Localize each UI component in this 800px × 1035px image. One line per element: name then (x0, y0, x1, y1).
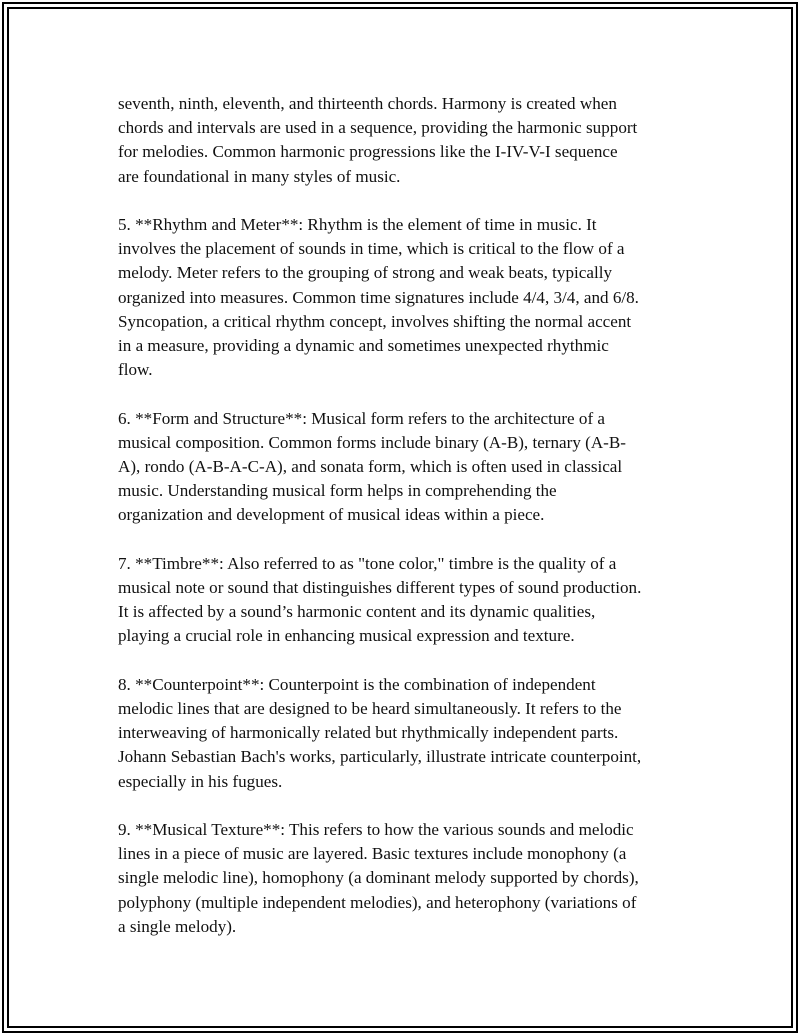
text-line: Syncopation, a critical rhythm concept, involves shifting the normal accent (118, 311, 632, 331)
text-line: seventh, ninth, eleventh, and thirteenth chords. Harmony is created when (118, 94, 617, 113)
text-line: lines in a piece of music are layered. Basic textures include monophony (a (118, 844, 627, 864)
text-line: musical note or sound that distinguishes different types of sound production. (118, 578, 642, 598)
text-line: involves the placement of sounds in time, which is critical to the flow of a (118, 239, 625, 259)
text-line: 5. **Rhythm and Meter**: Rhythm is the element of time in music. It (118, 215, 597, 234)
paragraph-counterpoint (118, 673, 688, 794)
text-line: 8. **Counterpoint**: Counterpoint is the combination of independent (118, 674, 596, 694)
text-line: 7. **Timbre**: Also referred to as "tone color," timbre is the quality of a (118, 553, 617, 573)
text-line: melody. Meter refers to the grouping of strong and weak beats, typically (118, 263, 612, 283)
text-line: polyphony (multiple independent melodies), and heterophony (variations of (118, 892, 637, 912)
text-line: organized into measures. Common time signatures include 4/4, 3/4, and 6/8. (118, 287, 639, 307)
text-line: a single melody). (118, 916, 237, 936)
text-line: are foundational in many styles of music. (118, 166, 401, 186)
paragraph-harmony-continued (118, 92, 688, 189)
text-line: A), rondo (A-B-A-C-A), and sonata form, which is often used in classical (118, 457, 623, 477)
text-line: flow. (118, 360, 153, 380)
text-line: especially in his fugues. (118, 771, 283, 791)
text-line: It is affected by a sound’s harmonic content and its dynamic qualities, (118, 602, 596, 622)
text-line: Johann Sebastian Bach's works, particularly, illustrate intricate counterpoint, (118, 747, 642, 767)
text-line: musical composition. Common forms include binary (A-B), ternary (A-B- (118, 432, 626, 452)
paragraph-timbre (118, 552, 688, 649)
text-line: interweaving of harmonically related but rhythmically independent parts. (118, 723, 619, 743)
text-line: single melodic line), homophony (a dominant melody supported by chords), (118, 868, 639, 888)
text-line: for melodies. Common harmonic progressions like the I-IV-V-I sequence (118, 142, 618, 162)
text-line: melodic lines that are designed to be heard simultaneously. It refers to the (118, 699, 622, 719)
text-line: music. Understanding musical form helps in comprehending the (118, 481, 557, 501)
text-line: in a measure, providing a dynamic and sometimes unexpected rhythmic (118, 336, 609, 356)
paragraph-rhythm-and-meter (118, 213, 688, 382)
text-line: 6. **Form and Structure**: Musical form refers to the architecture of a (118, 408, 606, 428)
page-body (118, 92, 688, 963)
text-line: organization and development of musical ideas within a piece. (118, 505, 545, 525)
text-line: chords and intervals are used in a sequence, providing the harmonic support (118, 118, 638, 138)
text-line: playing a crucial role in enhancing musical expression and texture. (118, 626, 575, 646)
paragraph-musical-texture (118, 818, 688, 939)
paragraph-form-and-structure (118, 407, 688, 528)
text-line: 9. **Musical Texture**: This refers to how the various sounds and melodic (118, 820, 634, 840)
